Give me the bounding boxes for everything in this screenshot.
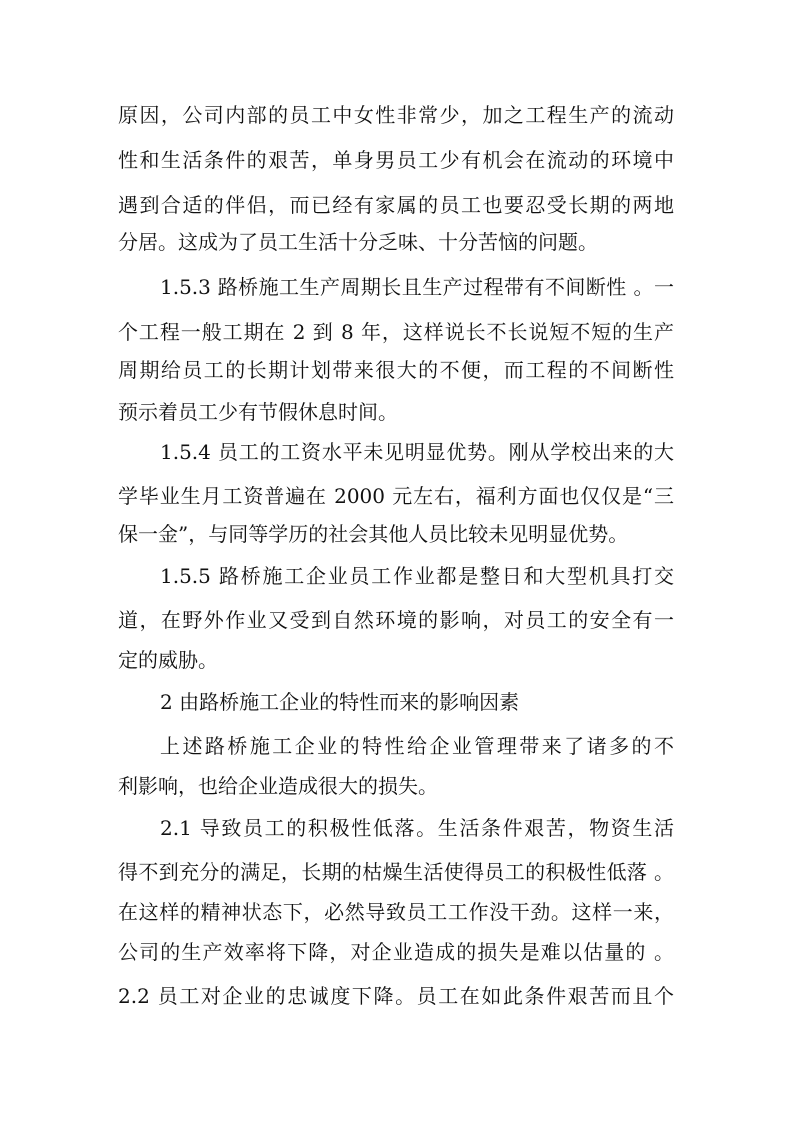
text-line: 公司的生产效率将下降，对企业造成的损失是难以估量的 。 bbox=[118, 940, 674, 964]
text-line: 预示着员工少有节假休息时间。 bbox=[118, 400, 398, 424]
text-line: 2.2 员工对企业的忠诚度下降。员工在如此条件艰苦而且个 bbox=[118, 984, 674, 1008]
text-line: 得不到充分的满足，长期的枯燥生活使得员工的积极性低落 。 bbox=[118, 860, 674, 884]
text-line: 利影响，也给企业造成很大的损失。 bbox=[118, 774, 438, 798]
text-line: 学毕业生月工资普遍在 2000 元左右，福利方面也仅仅是“三 bbox=[118, 484, 674, 508]
text-line: 遇到合适的伴侣，而已经有家属的员工也要忍受长期的两地 bbox=[118, 193, 674, 217]
text-line: 性和生活条件的艰苦，单身男员工少有机会在流动的环境中 bbox=[118, 148, 674, 172]
text-line: 上述路桥施工企业的特性给企业管理带来了诸多的不 bbox=[160, 734, 674, 758]
text-line: 保一金”，与同等学历的社会其他人员比较未见明显优势。 bbox=[118, 522, 629, 546]
text-line: 1.5.4 员工的工资水平未见明显优势。刚从学校出来的大 bbox=[160, 440, 674, 464]
text-line: 分居。这成为了员工生活十分乏味、十分苦恼的问题。 bbox=[118, 230, 598, 254]
text-line: 2.1 导致员工的积极性低落。生活条件艰苦，物资生活 bbox=[160, 816, 674, 840]
text-line: 原因，公司内部的员工中女性非常少，加之工程生产的流动 bbox=[118, 103, 674, 127]
text-line: 1.5.3 路桥施工生产周期长且生产过程带有不间断性 。一 bbox=[160, 275, 674, 299]
text-line: 道，在野外作业又受到自然环境的影响，对员工的安全有一 bbox=[118, 608, 674, 632]
text-line: 定的威胁。 bbox=[118, 648, 218, 672]
text-line: 1.5.5 路桥施工企业员工作业都是整日和大型机具打交 bbox=[160, 564, 674, 588]
text-line: 周期给员工的长期计划带来很大的不便，而工程的不间断性 bbox=[118, 358, 674, 382]
section-heading: 2 由路桥施工企业的特性而来的影响因素 bbox=[160, 690, 520, 714]
text-line: 在这样的精神状态下，必然导致员工工作没干劲。这样一来， bbox=[118, 900, 674, 924]
text-line: 个工程一般工期在 2 到 8 年，这样说长不长说短不短的生产 bbox=[118, 320, 674, 344]
